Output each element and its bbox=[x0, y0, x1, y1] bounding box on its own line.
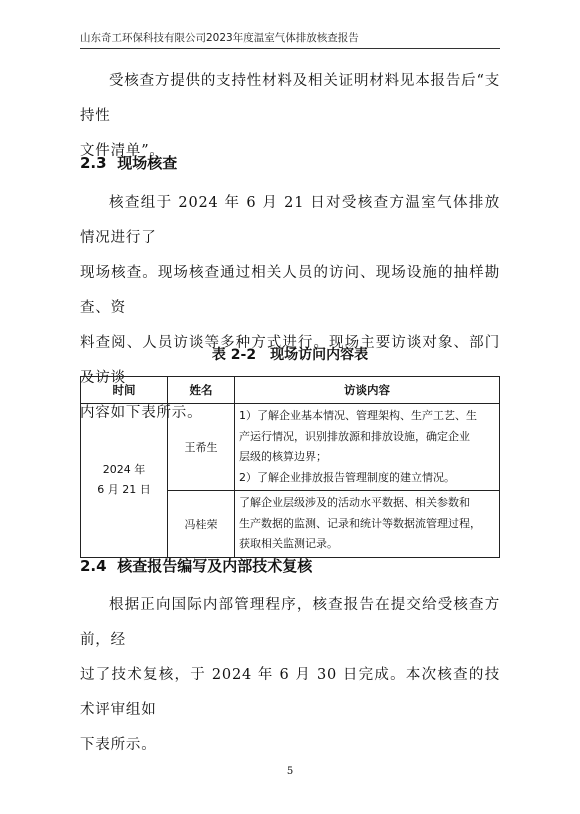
table-caption: 表 2-2 现场访问内容表 bbox=[211, 347, 369, 363]
paragraph-line: 核查组于 2024 年 6 月 21 日对受核查方温室气体排放情况进行了 bbox=[80, 195, 500, 246]
table-header-row bbox=[81, 377, 500, 404]
paragraph-line: 根据正向国际内部管理程序，核查报告在提交给受核查方前，经 bbox=[80, 597, 500, 648]
section-2-3-heading bbox=[80, 152, 500, 173]
page-header bbox=[80, 30, 500, 49]
site-visit-table bbox=[80, 376, 500, 558]
table-row bbox=[81, 404, 500, 491]
interviewee-name: 冯桂荣 bbox=[168, 491, 235, 558]
paragraph-line: 内容如下表所示。 bbox=[80, 405, 203, 421]
interviewee-name: 王希生 bbox=[168, 404, 235, 491]
paragraph-line: 料查阅、人员访谈等多种方式进行。现场主要访谈对象、部门及访谈 bbox=[80, 335, 500, 386]
content-line: 生产数据的监测、记录和统计等数据流管理过程， bbox=[239, 516, 481, 530]
content-line: 产运行情况，识别排放源和排放设施，确定企业 bbox=[239, 429, 470, 443]
paragraph-line: 现场核查。现场核查通过相关人员的访问、现场设施的抽样勘查、资 bbox=[80, 265, 500, 316]
date-line: 2024 年 bbox=[102, 463, 146, 477]
content-line: 获取相关监测记录。 bbox=[239, 537, 338, 550]
date-line: 6 月 21 日 bbox=[97, 483, 151, 497]
section-title: 现场核查 bbox=[117, 154, 178, 172]
section-number: 2.3 bbox=[80, 154, 107, 172]
page-number: 5 bbox=[286, 766, 294, 777]
interview-content bbox=[235, 491, 500, 558]
header-content: 访谈内容 bbox=[235, 377, 500, 404]
header-title: 山东奇工环保科技有限公司2023年度温室气体排放核查报告 bbox=[80, 32, 359, 44]
header-time: 时间 bbox=[81, 377, 168, 404]
paragraph-line: 下表所示。 bbox=[80, 737, 157, 753]
content-line: 1）了解企业基本情况、管理架构、生产工艺、生 bbox=[239, 409, 477, 422]
content-line: 了解企业层级涉及的活动水平数据、相关参数和 bbox=[239, 496, 470, 509]
interview-content bbox=[235, 404, 500, 491]
content-line: 层级的核算边界； bbox=[239, 450, 327, 463]
intro-line-2: 文件清单”。 bbox=[80, 143, 165, 159]
section-2-4-heading bbox=[80, 555, 500, 576]
header-name: 姓名 bbox=[168, 377, 235, 404]
section-2-4-paragraph bbox=[80, 588, 500, 763]
paragraph-line: 过了技术复核，于 2024 年 6 月 30 日完成。本次核查的技术评审组如 bbox=[80, 667, 500, 718]
section-number: 2.4 bbox=[80, 557, 107, 575]
section-title: 核查报告编写及内部技术复核 bbox=[117, 557, 313, 575]
intro-line-1: 受核查方提供的支持性材料及相关证明材料见本报告后“支持性 bbox=[80, 73, 500, 124]
visit-date-cell bbox=[81, 404, 168, 558]
content-line: 2）了解企业排放报告管理制度的建立情况。 bbox=[239, 470, 455, 484]
